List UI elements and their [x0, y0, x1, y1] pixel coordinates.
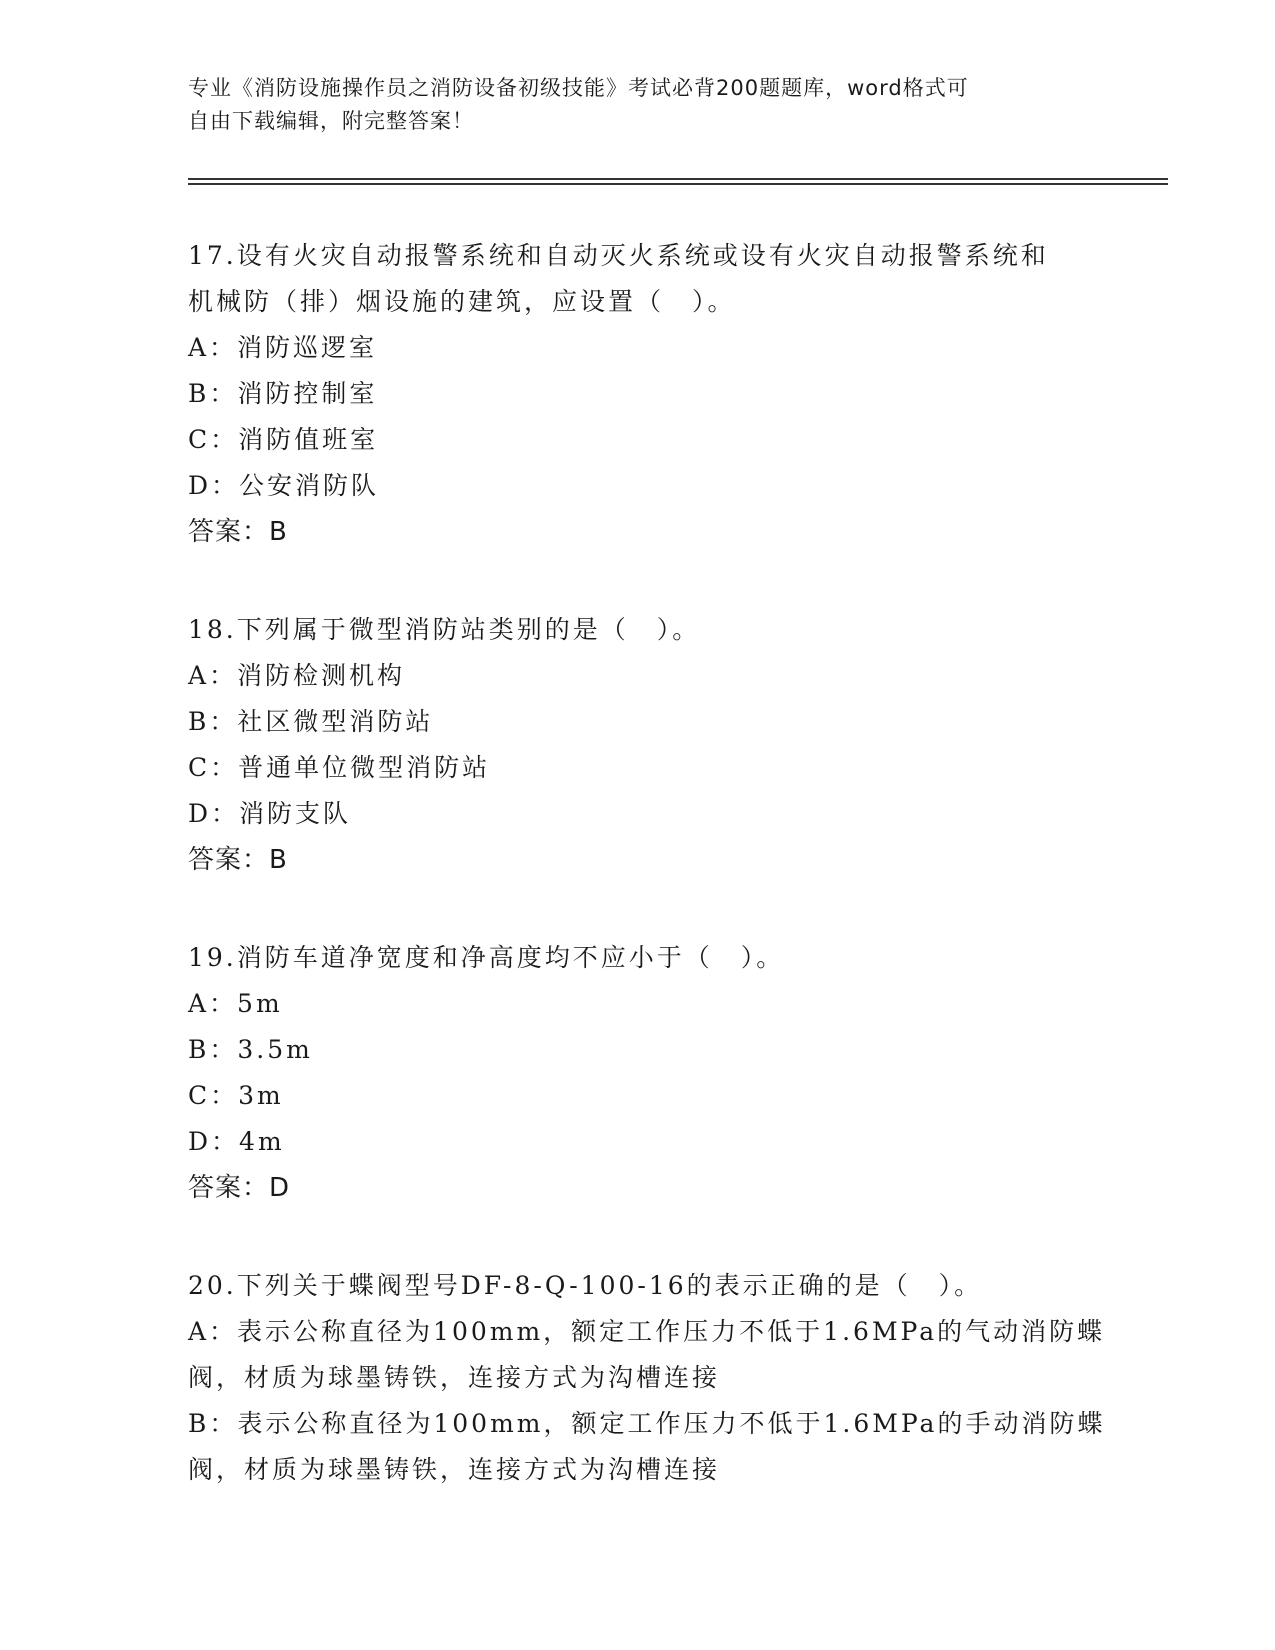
question-stem: 19.消防车道净宽度和净高度均不应小于（ ）。	[188, 943, 785, 972]
question-stem: 18.下列属于微型消防站类别的是（ ）。	[188, 615, 701, 644]
question-20	[188, 1263, 1108, 1493]
question-19	[188, 935, 1108, 1211]
question-stem: 17.设有火灾自动报警系统和自动灭火系统或设有火灾自动报警系统和	[188, 241, 1049, 270]
option-a: A：5m	[188, 989, 283, 1018]
option-a: A：表示公称直径为100mm，额定工作压力不低于1.6MPa的气动消防蝶	[188, 1317, 1106, 1346]
option-b: B：社区微型消防站	[188, 707, 434, 736]
document-header	[188, 72, 1088, 138]
option-b-continued: 阀，材质为球墨铸铁，连接方式为沟槽连接	[188, 1455, 721, 1484]
option-b: B：表示公称直径为100mm，额定工作压力不低于1.6MPa的手动消防蝶	[188, 1409, 1106, 1438]
option-a: A：消防巡逻室	[188, 333, 378, 362]
question-17	[188, 233, 1108, 555]
answer: 答案：B	[188, 845, 288, 875]
answer: 答案：B	[188, 517, 288, 547]
option-c: C：普通单位微型消防站	[188, 753, 491, 782]
header-line-1: 专业《消防设施操作员之消防设备初级技能》考试必背200题题库，word格式可	[188, 76, 969, 100]
option-d: D：4m	[188, 1127, 285, 1156]
question-stem: 20.下列关于蝶阀型号DF-8-Q-100-16的表示正确的是（ ）。	[188, 1271, 983, 1300]
option-b: B：消防控制室	[188, 379, 378, 408]
question-list	[188, 233, 1108, 1545]
header-divider-bottom	[188, 183, 1168, 185]
option-a-continued: 阀，材质为球墨铸铁，连接方式为沟槽连接	[188, 1363, 721, 1392]
option-a: A：消防检测机构	[188, 661, 406, 690]
question-stem-continued: 机械防（排）烟设施的建筑，应设置（ ）。	[188, 287, 736, 316]
option-d: D：公安消防队	[188, 471, 380, 500]
option-c: C：消防值班室	[188, 425, 379, 454]
option-b: B：3.5m	[188, 1035, 313, 1064]
header-line-2: 自由下载编辑，附完整答案！	[188, 109, 474, 133]
question-18	[188, 607, 1108, 883]
option-d: D：消防支队	[188, 799, 352, 828]
header-divider-top	[188, 178, 1168, 180]
option-c: C：3m	[188, 1081, 284, 1110]
answer: 答案：D	[188, 1173, 291, 1203]
